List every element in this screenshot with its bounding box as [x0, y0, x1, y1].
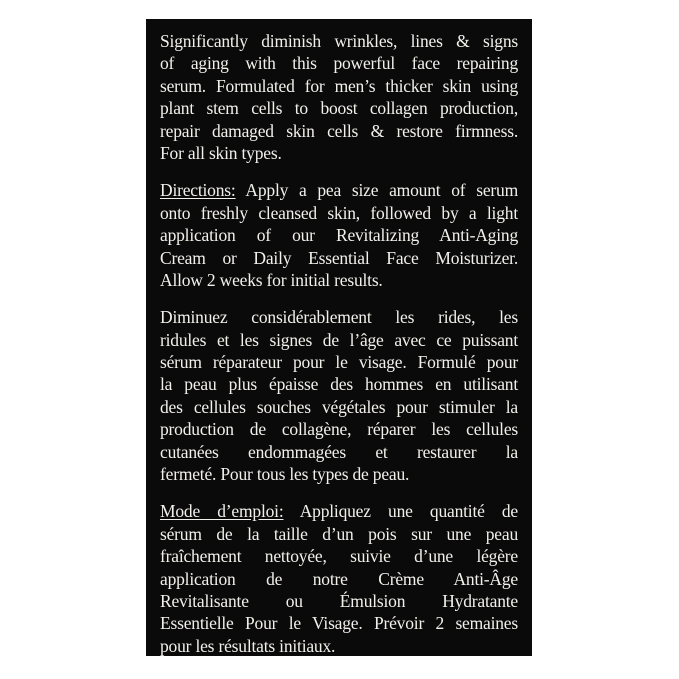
text-line: des cellules souches végétales pour stimuler la: [160, 396, 518, 417]
paragraph-french-directions: [160, 500, 518, 656]
section-label: Directions:: [160, 180, 236, 201]
text-line: Mode d’emploi: Appliquez une quantité de: [160, 501, 518, 522]
text-line: fraîchement nettoyée, suivie d’une légère: [160, 546, 518, 567]
text-line: production de collagène, réparer les cellules: [160, 419, 518, 440]
paragraph-english-directions: [160, 179, 518, 291]
text-line: ridules et les signes de l’âge avec ce puissant: [160, 329, 518, 350]
text-line: Cream or Daily Essential Face Moisturizer.: [160, 247, 518, 268]
text-line: Allow 2 weeks for initial results.: [160, 269, 383, 290]
text-line: For all skin types.: [160, 142, 282, 163]
text-line: repair damaged skin cells & restore firmness.: [160, 120, 518, 141]
text-line: sérum de la taille d’un pois sur une peau: [160, 523, 518, 544]
text-line: of aging with this powerful face repairing: [160, 53, 518, 74]
text-line: Diminuez considérablement les rides, les: [160, 307, 518, 328]
paragraph-french-description: [160, 306, 518, 485]
text-line: serum. Formulated for men’s thicker skin using: [160, 75, 518, 96]
text-line: Significantly diminish wrinkles, lines & signs: [160, 31, 518, 51]
text-line: application of our Revitalizing Anti-Aging: [160, 225, 518, 246]
section-label: Mode d’emploi:: [160, 501, 284, 522]
text-line: Directions: Apply a pea size amount of serum: [160, 180, 518, 201]
paragraph-english-description: [160, 30, 518, 164]
text-line: Revitalisante ou Émulsion Hydratante: [160, 590, 518, 611]
text-line: plant stem cells to boost collagen production,: [160, 98, 518, 119]
text-line: pour les résultats initiaux.: [160, 635, 336, 656]
text-line: la peau plus épaisse des hommes en utilisant: [160, 374, 518, 395]
text-line: sérum réparateur pour le visage. Formulé pour: [160, 352, 518, 373]
text-line: Essentielle Pour le Visage. Prévoir 2 semaines: [160, 613, 518, 634]
text-line: fermeté. Pour tous les types de peau.: [160, 464, 410, 485]
text-line: cutanées endommagées et restaurer la: [160, 441, 518, 462]
product-description-label: [146, 19, 532, 656]
text-line: onto freshly cleansed skin, followed by a light: [160, 202, 518, 223]
text-line: application de notre Crème Anti-Âge: [160, 568, 518, 589]
